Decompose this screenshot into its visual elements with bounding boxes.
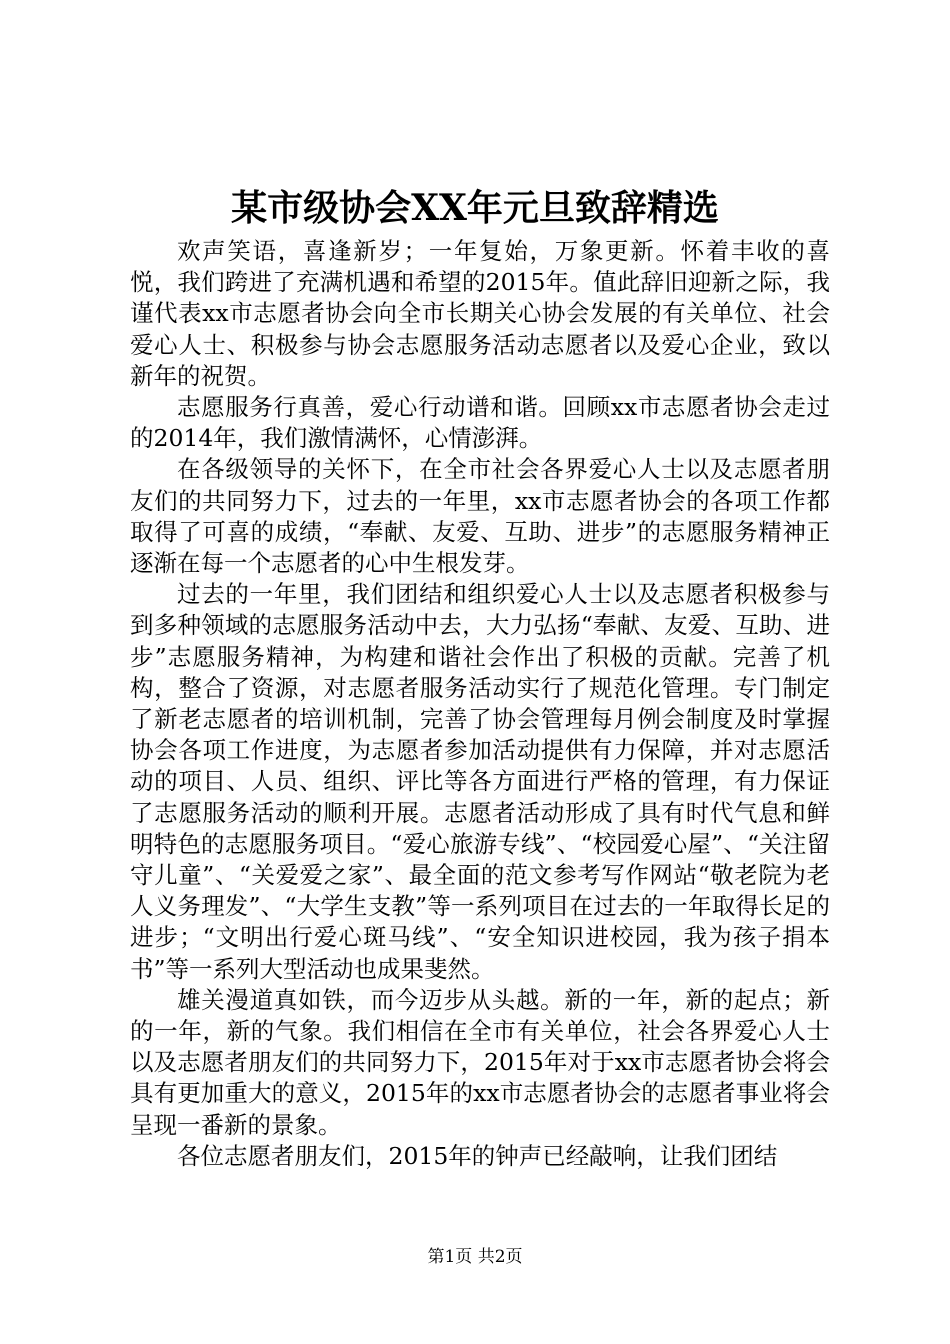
paragraph: 雄关漫道真如铁，而今迈步从头越。新的一年，新的起点；新的一年，新的气象。我们相信在全市有关单位，社会各界爱心人士以及志愿者朋友们的共同努力下，2015年对于xx市志愿者协会将会具有更加重大的意义，2015年的xx市志愿者协会的志愿者事业将会呈现一番新的景象。 [130,985,830,1139]
paragraph: 欢声笑语，喜逢新岁；一年复始，万象更新。怀着丰收的喜悦，我们跨进了充满机遇和希望的2015年。值此辞旧迎新之际，我谨代表xx市志愿者协会向全市长期关心协会发展的有关单位、社会爱心人士、积极参与协会志愿服务活动志愿者以及爱心企业，致以新年的祝贺。 [130,237,830,390]
document-title: 某市级协会XX年元旦致辞精选 [231,187,719,229]
document-body [130,236,830,1172]
paragraph: 志愿服务行真善，爱心行动谱和谐。回顾xx市志愿者协会走过的2014年，我们激情满怀，心情澎湃。 [130,393,830,453]
paragraph: 各位志愿者朋友们，2015年的钟声已经敲响，让我们团结 [177,1141,778,1170]
paragraph: 在各级领导的关怀下，在全市社会各界爱心人士以及志愿者朋友们的共同努力下，过去的一年里，xx市志愿者协会的各项工作都取得了可喜的成绩，“奉献、友爱、互助、进步”的志愿服务精神正逐渐在每一个志愿者的心中生根发芽。 [130,455,830,578]
page-number-footer: 第1页 共2页 [427,1247,523,1267]
paragraph: 过去的一年里，我们团结和组织爱心人士以及志愿者积极参与到多种领域的志愿服务活动中去，大力弘扬“奉献、友爱、互助、进步”志愿服务精神，为构建和谐社会作出了积极的贡献。完善了机构，整合了资源，对志愿者服务活动实行了规范化管理。专门制定了新老志愿者的培训机制，完善了协会管理每月例会制度及时掌握协会各项工作进度，为志愿者参加活动提供有力保障，并对志愿活动的项目、人员、组织、评比等各方面进行严格的管理，有力保证了志愿服务活动的顺利开展。志愿者活动形成了具有时代气息和鲜明特色的志愿服务项目。“爱心旅游专线”、“校园爱心屋”、“关注留守儿童”、“关爱爱之家”、最全面的范文参考写作网站“敬老院为老人义务理发”、“大学生支教”等一系列项目在过去的一年取得长足的进步；“文明出行爱心斑马线”、“安全知识进校园，我为孩子捐本书”等一系列大型活动也成果斐然。 [130,580,830,983]
